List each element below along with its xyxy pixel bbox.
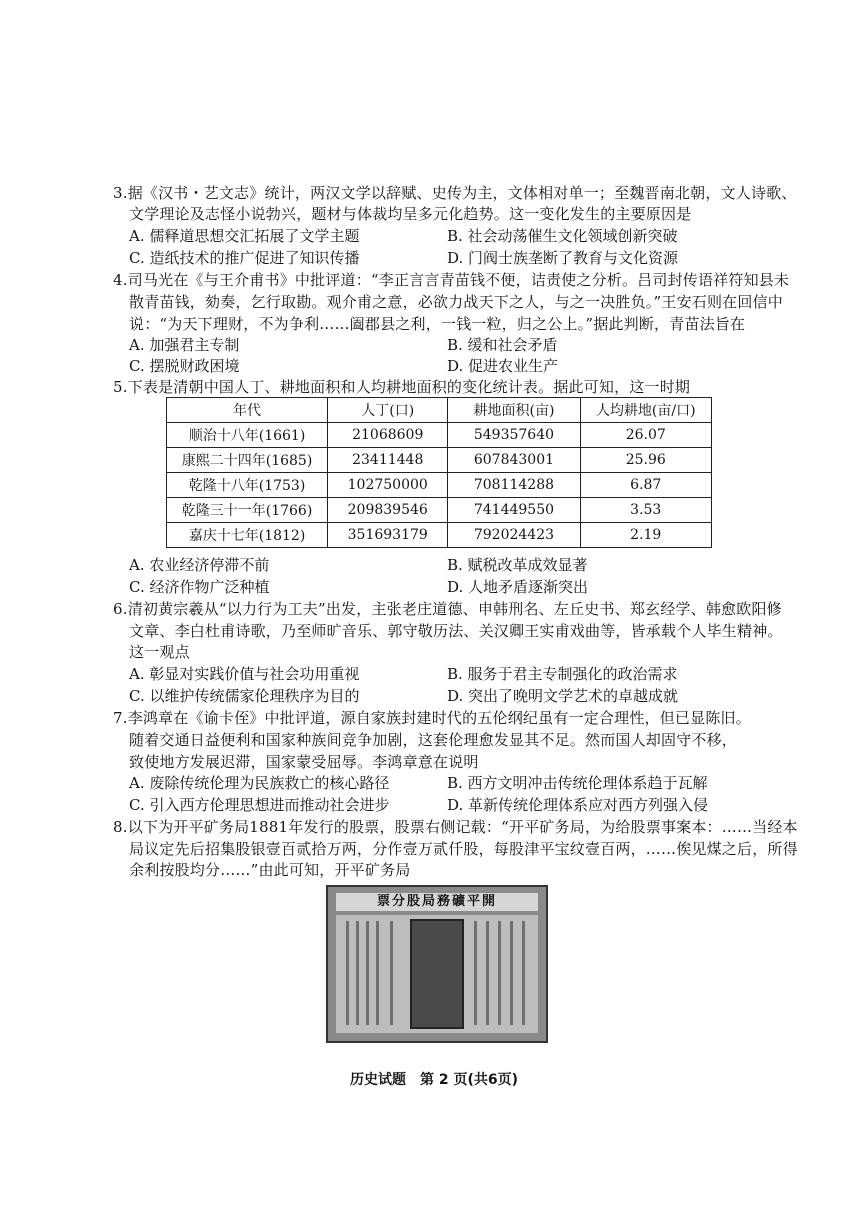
question-7-option-b[interactable]: B. 西方文明冲击传统伦理体系趋于瓦解 bbox=[447, 774, 708, 792]
stock-text-column bbox=[346, 921, 349, 1025]
question-6-option-c[interactable]: C. 以维护传统儒家伦理秩序为目的 bbox=[129, 687, 360, 705]
table-cell: 25.96 bbox=[580, 448, 711, 473]
table-row bbox=[167, 498, 712, 523]
question-6-option-a[interactable]: A. 彰显对实践价值与社会功用重视 bbox=[129, 665, 360, 683]
question-5-option-d[interactable]: D. 人地矛盾逐渐突出 bbox=[447, 578, 589, 596]
page-footer: 历史试题 第 2 页(共6页) bbox=[349, 1072, 519, 1088]
question-5-option-a[interactable]: A. 农业经济停滞不前 bbox=[129, 556, 270, 574]
question-5-option-c[interactable]: C. 经济作物广泛种植 bbox=[129, 578, 270, 596]
stock-text-column bbox=[474, 921, 477, 1025]
table-cell: 741449550 bbox=[448, 498, 580, 523]
table-cell: 康熙二十四年(1685) bbox=[167, 448, 328, 473]
question-3-option-c[interactable]: C. 造纸技术的推广促进了知识传播 bbox=[129, 249, 360, 267]
table-cell: 6.87 bbox=[580, 473, 711, 498]
question-6-option-d[interactable]: D. 突出了晚明文学艺术的卓越成就 bbox=[447, 687, 679, 705]
question-4-stem-line-3: 说：“为天下理财，不为争利……阖郡县之利，一钱一粒，归之公上。”据此判断，青苗法旨在 bbox=[129, 315, 746, 333]
stock-certificate-body bbox=[336, 915, 538, 1033]
table-cell: 708114288 bbox=[448, 473, 580, 498]
stock-text-column bbox=[376, 921, 379, 1025]
question-5-stem-line-1: 5.下表是清朝中国人丁、耕地面积和人均耕地面积的变化统计表。据此可知，这一时期 bbox=[113, 378, 691, 396]
question-8-stem-line-3: 余利按股均分……”由此可知，开平矿务局 bbox=[129, 861, 411, 879]
question-4-option-a[interactable]: A. 加强君主专制 bbox=[129, 336, 240, 354]
table-row bbox=[167, 473, 712, 498]
question-3-option-d[interactable]: D. 门阀士族垄断了教育与文化资源 bbox=[447, 249, 679, 267]
table-cell: 嘉庆十七年(1812) bbox=[167, 523, 328, 548]
table-header-cell: 耕地面积(亩) bbox=[448, 398, 580, 423]
question-3-option-b[interactable]: B. 社会动荡催生文化领域创新突破 bbox=[447, 227, 678, 245]
question-6-option-b[interactable]: B. 服务于君主专制强化的政治需求 bbox=[447, 665, 678, 683]
table-cell: 3.53 bbox=[580, 498, 711, 523]
stock-seal-stamp bbox=[410, 919, 464, 1029]
table-cell: 23411448 bbox=[328, 448, 448, 473]
question-3-stem-line-2: 文学理论及志怪小说勃兴，题材与体裁均呈多元化趋势。这一变化发生的主要原因是 bbox=[129, 205, 692, 223]
table-cell: 2.19 bbox=[580, 523, 711, 548]
table-header-cell: 人均耕地(亩/口) bbox=[580, 398, 711, 423]
question-7-stem-line-3: 致使地方发展迟滞，国家蒙受屈辱。李鸿章意在说明 bbox=[129, 753, 479, 771]
question-4-option-c[interactable]: C. 摆脱财政困境 bbox=[129, 357, 240, 375]
table-header-cell: 年代 bbox=[167, 398, 328, 423]
table-cell: 26.07 bbox=[580, 423, 711, 448]
question-8-stem-line-2: 局议定先后招集股银壹百贰拾万两，分作壹万贰仟股，每股津平宝纹壹百两，……俟见煤之后，所得 bbox=[129, 840, 798, 858]
stock-text-column bbox=[356, 921, 359, 1025]
stock-text-column bbox=[366, 921, 369, 1025]
kaiping-stock-certificate-image bbox=[326, 885, 548, 1043]
population-farmland-table bbox=[166, 397, 712, 548]
question-3-option-a[interactable]: A. 儒释道思想交汇拓展了文学主题 bbox=[129, 227, 360, 245]
table-cell: 792024423 bbox=[448, 523, 580, 548]
stock-text-column bbox=[486, 921, 489, 1025]
question-4-option-d[interactable]: D. 促进农业生产 bbox=[447, 357, 559, 375]
question-6-stem-line-1: 6.清初黄宗羲从“以力行为工夫”出发，主张老庄道德、申韩刑名、左丘史书、郑玄经学、韩愈欧阳修 bbox=[113, 600, 782, 618]
question-5-option-b[interactable]: B. 赋税改革成效显著 bbox=[447, 556, 588, 574]
question-6-stem-line-2: 文章、李白杜甫诗歌，乃至师旷音乐、郭守敬历法、关汉卿王实甫戏曲等，皆承载个人毕生精神。 bbox=[129, 622, 783, 640]
table-cell: 209839546 bbox=[328, 498, 448, 523]
question-7-stem-line-1: 7.李鸿章在《谕卡侄》中批评道，源自家族封建时代的五伦纲纪虽有一定合理性，但已显陈旧。 bbox=[113, 709, 751, 727]
stock-text-column bbox=[390, 921, 393, 1025]
question-7-option-d[interactable]: D. 革新传统伦理体系应对西方列强入侵 bbox=[447, 796, 709, 814]
question-4-option-b[interactable]: B. 缓和社会矛盾 bbox=[447, 336, 558, 354]
table-cell: 102750000 bbox=[328, 473, 448, 498]
stock-text-column bbox=[498, 921, 501, 1025]
table-cell: 顺治十八年(1661) bbox=[167, 423, 328, 448]
table-cell: 乾隆三十一年(1766) bbox=[167, 498, 328, 523]
table-cell: 乾隆十八年(1753) bbox=[167, 473, 328, 498]
stock-certificate-title: 票分股局務礦平開 bbox=[336, 893, 538, 911]
table-cell: 351693179 bbox=[328, 523, 448, 548]
table-cell: 607843001 bbox=[448, 448, 580, 473]
question-7-stem-line-2: 随着交通日益便利和国家种族间竞争加剧，这套伦理愈发显其不足。然而国人却固守不移， bbox=[129, 731, 738, 749]
stock-text-column bbox=[510, 921, 513, 1025]
question-7-option-a[interactable]: A. 废除传统伦理为民族救亡的核心路径 bbox=[129, 774, 390, 792]
table-cell: 21068609 bbox=[328, 423, 448, 448]
question-3-stem-line-1: 3.据《汉书・艺文志》统计，两汉文学以辞赋、史传为主，文体相对单一；至魏晋南北朝，文人诗歌、 bbox=[113, 184, 797, 202]
question-4-stem-line-2: 散青苗钱，劾奏，乞行取勘。观介甫之意，必欲力战天下之人，与之一决胜负。”王安石则在回信中 bbox=[129, 293, 783, 311]
stock-text-column bbox=[522, 921, 525, 1025]
table-row bbox=[167, 523, 712, 548]
table-row bbox=[167, 448, 712, 473]
table-header-row bbox=[167, 398, 712, 423]
table-cell: 549357640 bbox=[448, 423, 580, 448]
question-6-stem-line-3: 这一观点 bbox=[129, 643, 190, 661]
question-8-stem-line-1: 8.以下为开平矿务局1881年发行的股票，股票右侧记载：“开平矿务局，为给股票事案本：……当经本 bbox=[113, 818, 798, 836]
question-4-stem-line-1: 4.司马光在《与王介甫书》中批评道：“李正言言青苗钱不便，诘责使之分析。吕司封传语祥符知县未 bbox=[113, 271, 790, 289]
table-row bbox=[167, 423, 712, 448]
table-header-cell: 人丁(口) bbox=[328, 398, 448, 423]
question-7-option-c[interactable]: C. 引入西方伦理思想进而推动社会进步 bbox=[129, 796, 390, 814]
